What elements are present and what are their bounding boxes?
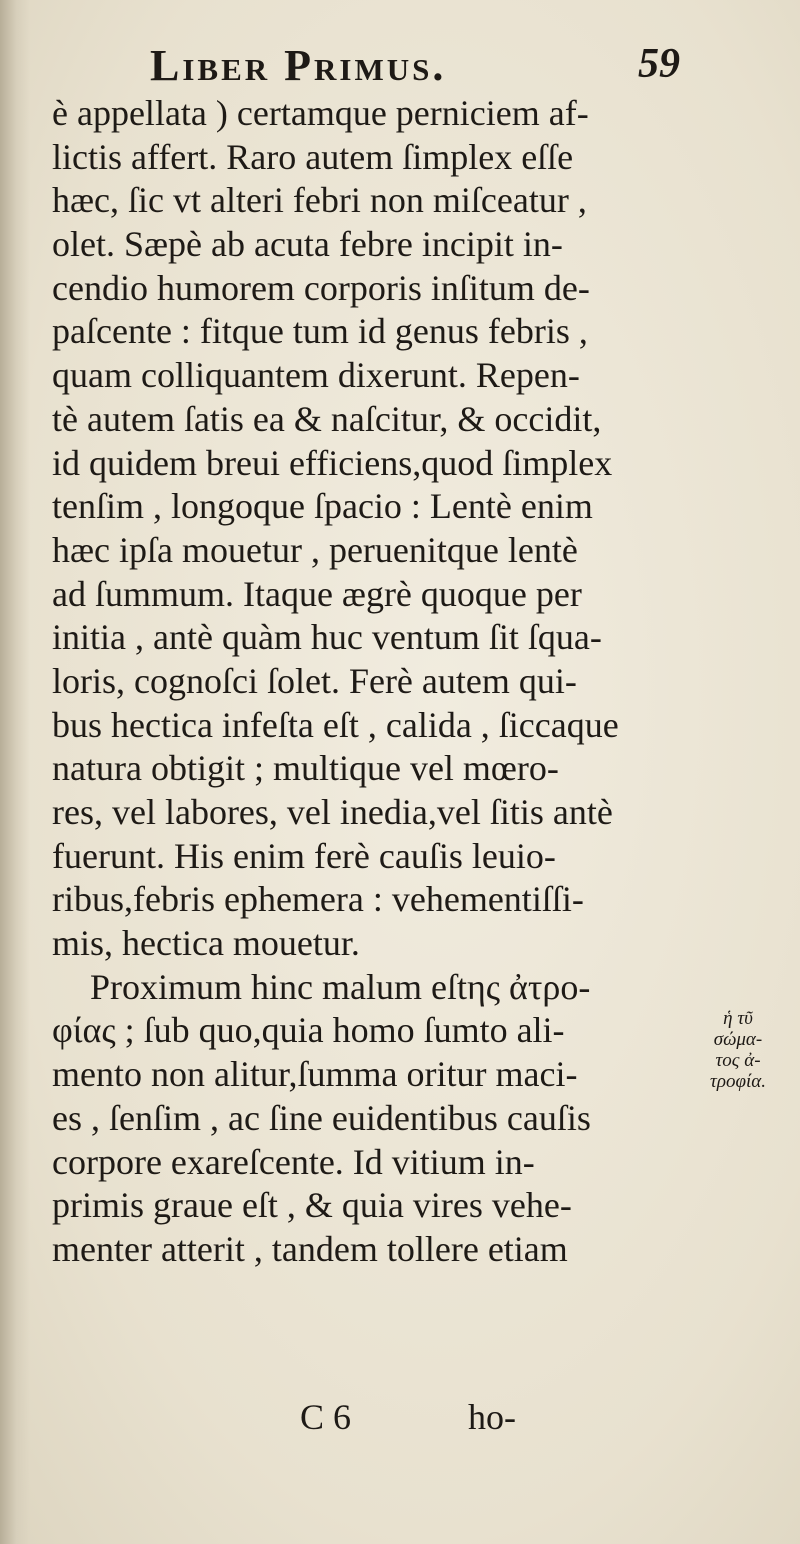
text-line: mento non alitur,ſumma oritur maci-	[52, 1054, 578, 1095]
text-line: es , ſenſim , ac ſine euidentibus cauſis	[52, 1097, 591, 1138]
text-line: olet. Sæpè ab acuta febre incipit in-	[52, 224, 563, 265]
running-head-title: Liber Primus.	[150, 41, 447, 90]
text-line: menter atterit , tandem tollere etiam	[52, 1228, 568, 1269]
catchword: ho-	[468, 1397, 516, 1437]
text-line: res, vel labores, vel inedia,vel ſitis antè	[52, 792, 613, 832]
page-number: 59	[638, 41, 680, 87]
text-line: tenſim , longoque ſpacio : Lentè enim	[52, 486, 593, 527]
text-line: natura obtigit ; multique vel mœro-	[52, 748, 559, 789]
text-line: Proximum hinc malum eſtης ἀτρο-	[90, 966, 591, 1007]
text-line: hæc ipſa mouetur , peruenitque lentè	[52, 529, 578, 570]
text-line: quam colliquantem dixerunt. Repen-	[52, 355, 580, 396]
text-line: ribus,febris ephemera : vehementiſſi-	[52, 879, 584, 920]
text-line: fuerunt. His enim ferè cauſis leuio-	[52, 835, 556, 876]
text-line: initia , antè quàm huc ventum ſit ſqua-	[52, 617, 602, 658]
text-line: cendio humorem corporis inſitum de-	[52, 267, 590, 308]
margin-note-line: ἡ τῦ	[723, 1008, 753, 1029]
body-text	[52, 92, 772, 1272]
text-line: bus hectica infeſta eſt , calida , ſiccaque	[52, 704, 619, 745]
signature-line	[300, 1396, 680, 1440]
text-line: primis graue eſt , & quia vires vehe-	[52, 1185, 572, 1226]
margin-note	[680, 1008, 796, 1092]
text-line: id quidem breui efficiens,quod ſimplex	[52, 442, 613, 483]
margin-note-line: τροφία.	[710, 1071, 766, 1092]
text-line: loris, cognoſci ſolet. Ferè autem qui-	[52, 660, 577, 701]
text-line: corpore exareſcente. Id vitium in-	[52, 1141, 535, 1182]
text-line: hæc, ſic vt alteri febri non miſceatur ,	[52, 180, 587, 221]
running-head	[150, 40, 680, 100]
signature-mark: C 6	[300, 1397, 352, 1437]
margin-note-line: τος ἀ-	[715, 1050, 761, 1071]
gutter-shadow	[0, 0, 30, 1544]
text-line: ad ſummum. Itaque ægrè quoque per	[52, 573, 582, 614]
text-line: tè autem ſatis ea & naſcitur, & occidit,	[52, 398, 602, 439]
text-line: è appellata ) certamque perniciem af-	[52, 93, 589, 133]
text-line: paſcente : fitque tum id genus febris ,	[52, 311, 588, 352]
margin-note-line: σώμα-	[713, 1029, 763, 1050]
text-line: φίας ; ſub quo,quia homo ſumto ali-	[52, 1010, 565, 1051]
text-line: lictis affert. Raro autem ſimplex eſſe	[52, 136, 574, 177]
text-line: mis, hectica mouetur.	[52, 923, 360, 964]
